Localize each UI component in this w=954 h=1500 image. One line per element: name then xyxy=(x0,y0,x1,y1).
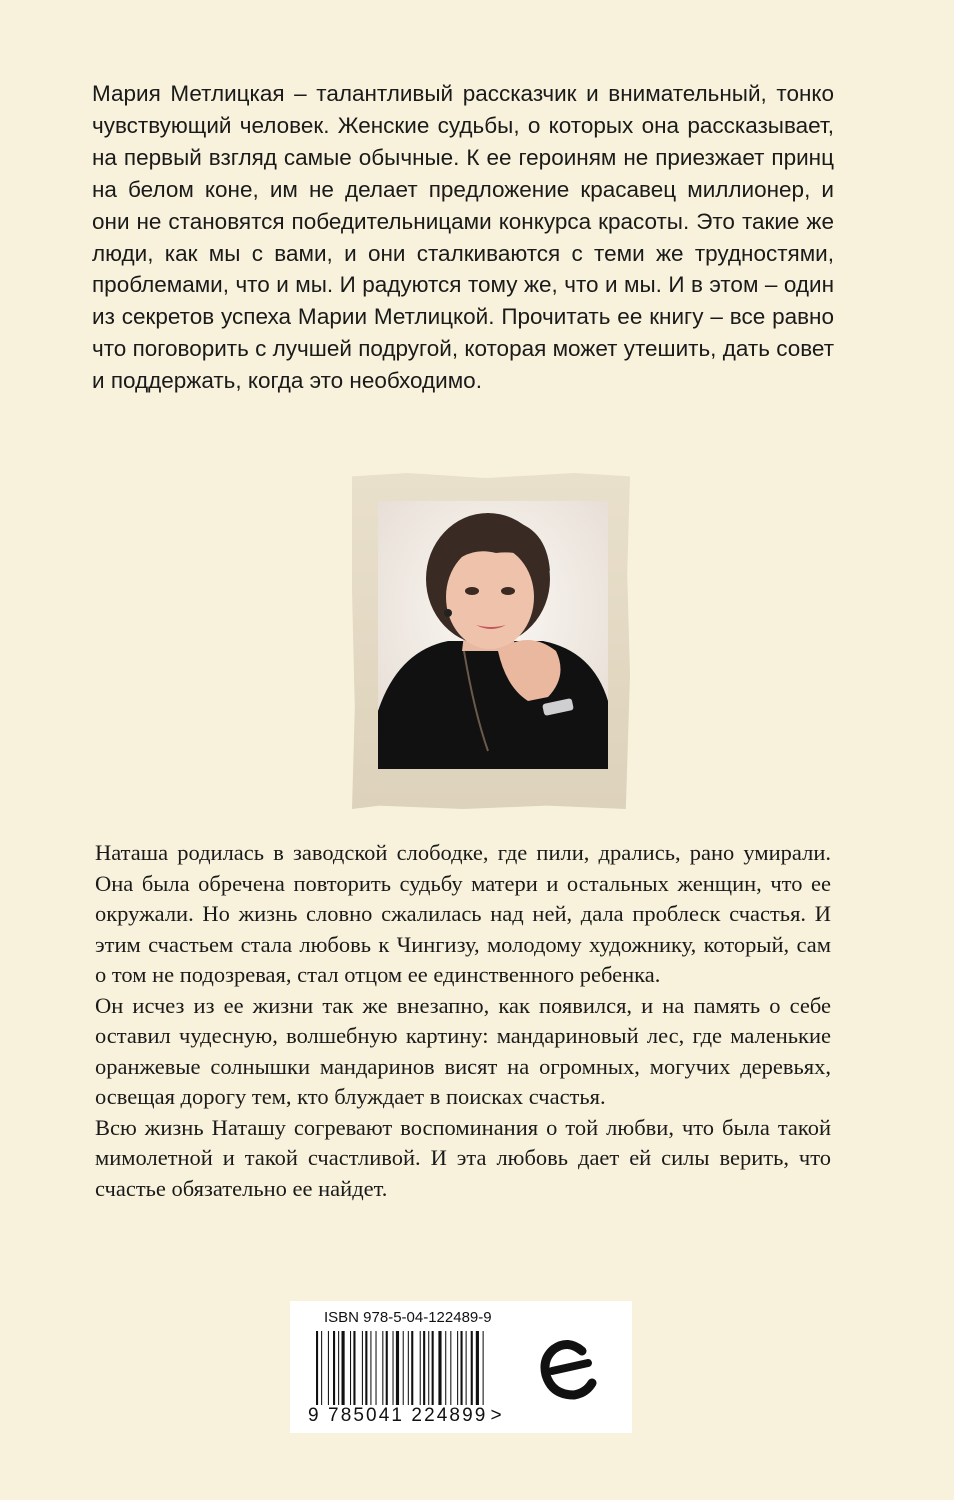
author-photo-card xyxy=(352,473,630,809)
synopsis-paragraph: Он исчез из ее жизни так же внезапно, как появился, и на память о себе оставил чудесную, волшебную картину: мандариновый лес, где маленькие оранжевые солнышки мандаринов висят на огромных, могучих деревьях, освещая дорогу тем, кто блуждает в поисках счастья. xyxy=(95,992,831,1109)
barcode-quiet-zone-mark: > xyxy=(490,1405,504,1426)
author-photo xyxy=(378,501,608,769)
synopsis-paragraph: Наташа родилась в заводской слободке, где пили, дрались, рано умирали. Она была обречена повторить судьбу матери и остальных женщин, что ее окружали. Но жизнь словно сжалилась над ней, дала проблеск счастья. И этим счастьем стала любовь к Чингизу, молодому художнику, который, сам о том не подозревая, стал отцом ее единственного ребенка. xyxy=(95,840,831,987)
book-synopsis xyxy=(95,838,831,1204)
isbn-label: ISBN 978-5-04-122489-9 xyxy=(324,1309,492,1326)
author-blurb: Мария Метлицкая – талантливый рассказчик и внимательный, тонко чувствующий человек. Женские судьбы, о которых она рассказывает, на первый взгляд самые обычные. К ее героиням не приезжает принц на белом коне, им не делает предложение красавец миллионер, и они не становятся победительницами конкурса красоты. Это такие же люди, как мы с вами, и они сталкиваются с теми же трудностями, проблемами, что и мы. И радуются тому же, что и мы. И в этом – один из секретов успеха Марии Метлицкой. Прочитать ее книгу – все равно что поговорить с лучшей подругой, которая может утешить, дать совет и поддержать, когда это необходимо. xyxy=(92,81,834,394)
barcode-number: 9 785041 224899 xyxy=(308,1405,488,1426)
barcode-digits xyxy=(308,1405,538,1427)
isbn-barcode-block xyxy=(290,1301,632,1433)
eksmo-logo-icon xyxy=(538,1335,598,1405)
barcode-icon xyxy=(316,1331,530,1405)
synopsis-paragraph: Всю жизнь Наташу согревают воспоминания о той любви, что была такой мимолетной и такой счастливой. И эта любовь дает ей силы верить, что счастье обязательно ее найдет. xyxy=(95,1114,831,1201)
